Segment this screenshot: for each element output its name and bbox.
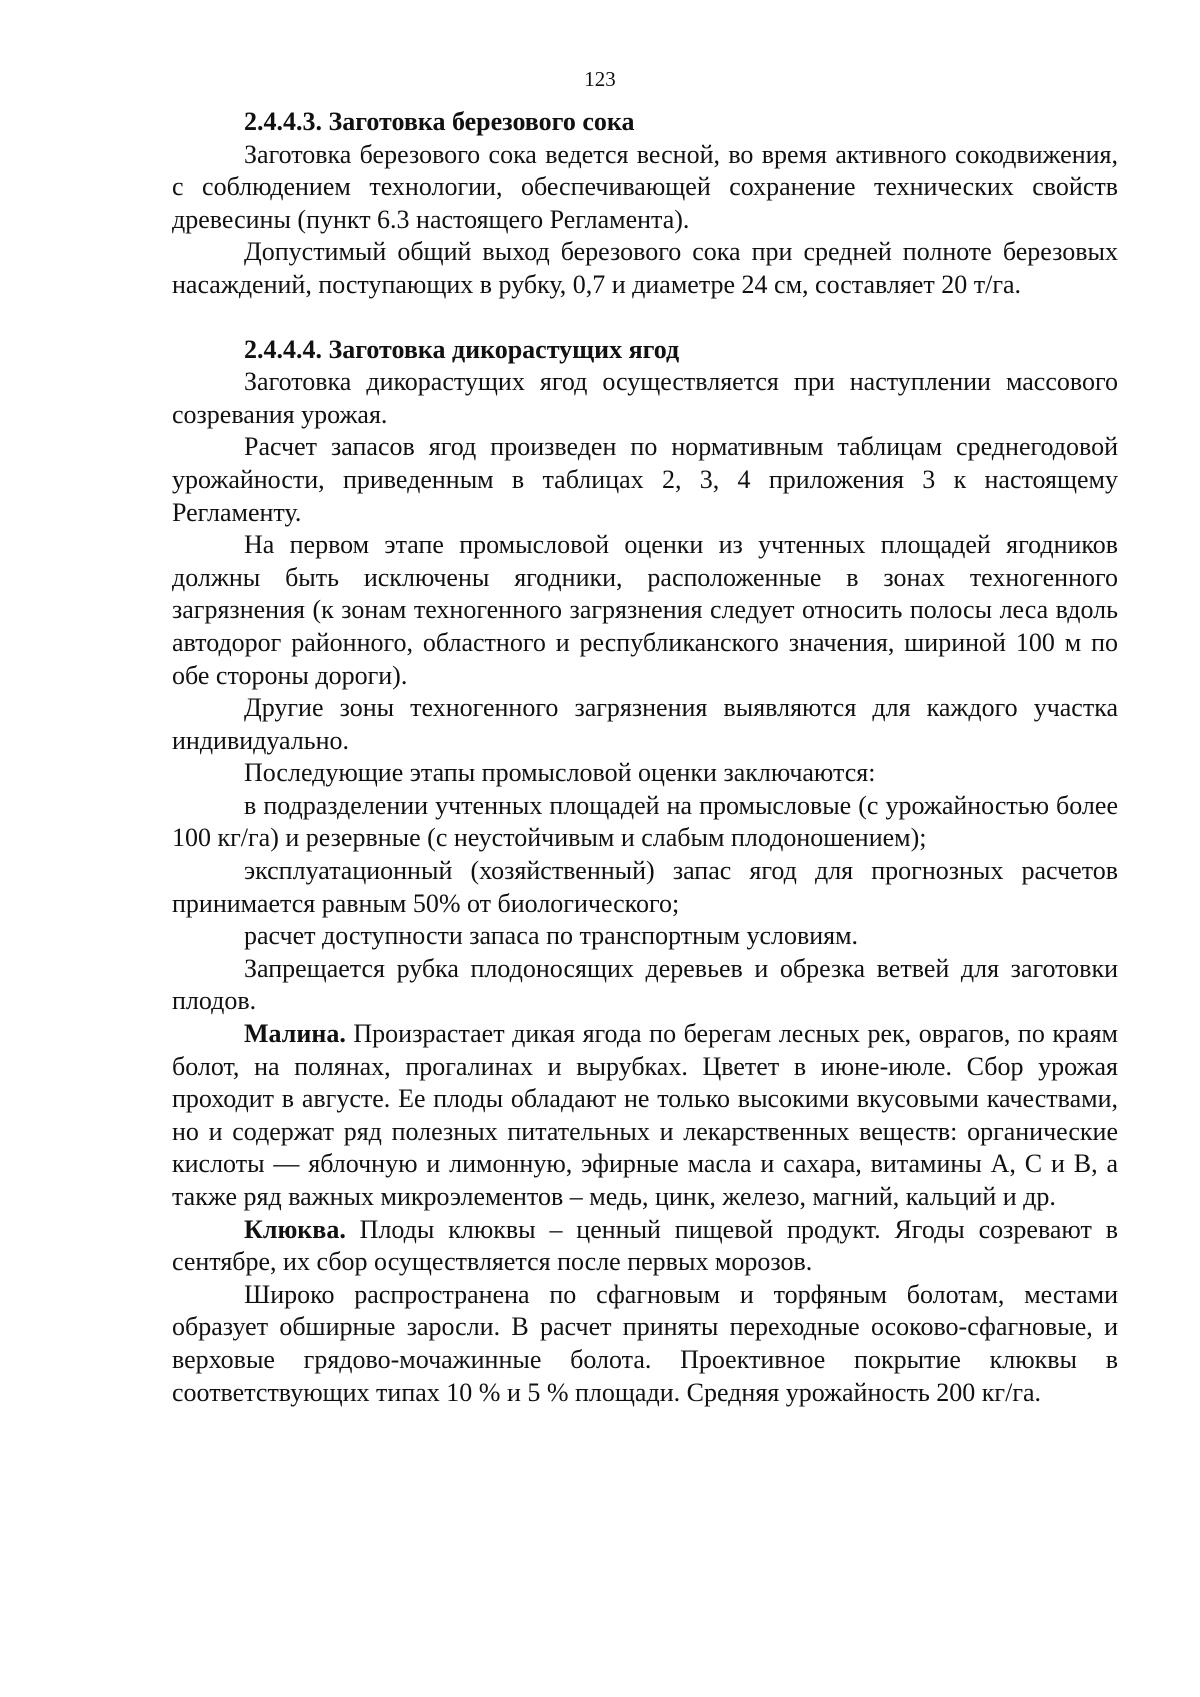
paragraph-text: Плоды клюквы – ценный пищевой продукт. Ягоды созревают в сентябре, их сбор осуществляется после первых морозов. [172, 1214, 1118, 1277]
paragraph-text: Произрастает дикая ягода по берегам лесных рек, оврагов, по краям болот, на полянах, прогалинах и вырубках. Цветет в июне-июле. Сбор урожая проходит в августе. Ее плоды обладают не только высокими вкусовыми качествами, но и содержат ряд полезных питательных и лекарственных веществ: органические кислоты — яблочную и лимонную, эфирные масла и сахара, витамины А, С и В, а также ряд важных микроэлементов – медь, цинк, железо, магний, кальций и др. [172, 1019, 1118, 1211]
term-malina: Малина. [244, 1019, 346, 1049]
section-heading-wild-berries: 2.4.4.4. Заготовка дикорастущих ягод [244, 334, 680, 364]
paragraph: эксплуатационный (хозяйственный) запас ягод для прогнозных расчетов принимается равным 50% от биологического; [172, 856, 1118, 918]
paragraph: Заготовка дикорастущих ягод осуществляется при наступлении массового созревания урожая. [172, 367, 1118, 429]
paragraph: Широко распространена по сфагновым и торфяным болотам, местами образует обширные заросли. В расчет приняты переходные осоково-сфагновые, и верховые грядово-мочажинные болота. Проективное покрытие клюквы в соответствующих типах 10 % и 5 % площади. Средняя урожайность 200 кг/га. [172, 1279, 1118, 1407]
section-heading-birch-sap: 2.4.4.3. Заготовка березового сока [244, 107, 635, 136]
section-spacer [172, 302, 1118, 334]
paragraph: Заготовка березового сока ведется весной, во время активного сокодвижения, с соблюдением технологии, обеспечивающей сохранение технических свойств древесины (пункт 6.3 настоящего Регламента). [172, 139, 1118, 234]
page-number: 123 [584, 67, 616, 91]
paragraph: Другие зоны техногенного загрязнения выявляются для каждого участка индивидуально. [172, 693, 1118, 755]
paragraph: Запрещается рубка плодоносящих деревьев и обрезка ветвей для заготовки плодов. [172, 953, 1118, 1016]
document-body [172, 106, 1118, 1409]
paragraph: расчет доступности запаса по транспортным условиям. [244, 921, 859, 951]
paragraph: в подразделении учтенных площадей на промысловые (с урожайностью более 100 кг/га) и резервные (с неустойчивым и слабым плодоношением); [172, 790, 1118, 853]
paragraph: Последующие этапы промысловой оценки заключаются: [244, 758, 876, 788]
term-klyukva: Клюква. [244, 1214, 346, 1244]
paragraph-malina [172, 1018, 1118, 1214]
paragraph-klyukva [172, 1214, 1118, 1279]
paragraph: На первом этапе промысловой оценки из учтенных площадей ягодников должны быть исключены ягодники, расположенные в зонах техногенного загрязнения (к зонам техногенного загрязнения следует относить полосы леса вдоль автодорог районного, областного и республиканского значения, шириной 100 м по обе стороны дороги). [172, 530, 1118, 690]
paragraph: Допустимый общий выход березового сока при средней полноте березовых насаждений, поступающих в рубку, 0,7 и диаметре 24 см, составляет 20 т/га. [172, 237, 1118, 299]
paragraph: Расчет запасов ягод произведен по нормативным таблицам среднегодовой урожайности, приведенным в таблицах 2, 3, 4 приложения 3 к настоящему Регламенту. [172, 432, 1118, 527]
